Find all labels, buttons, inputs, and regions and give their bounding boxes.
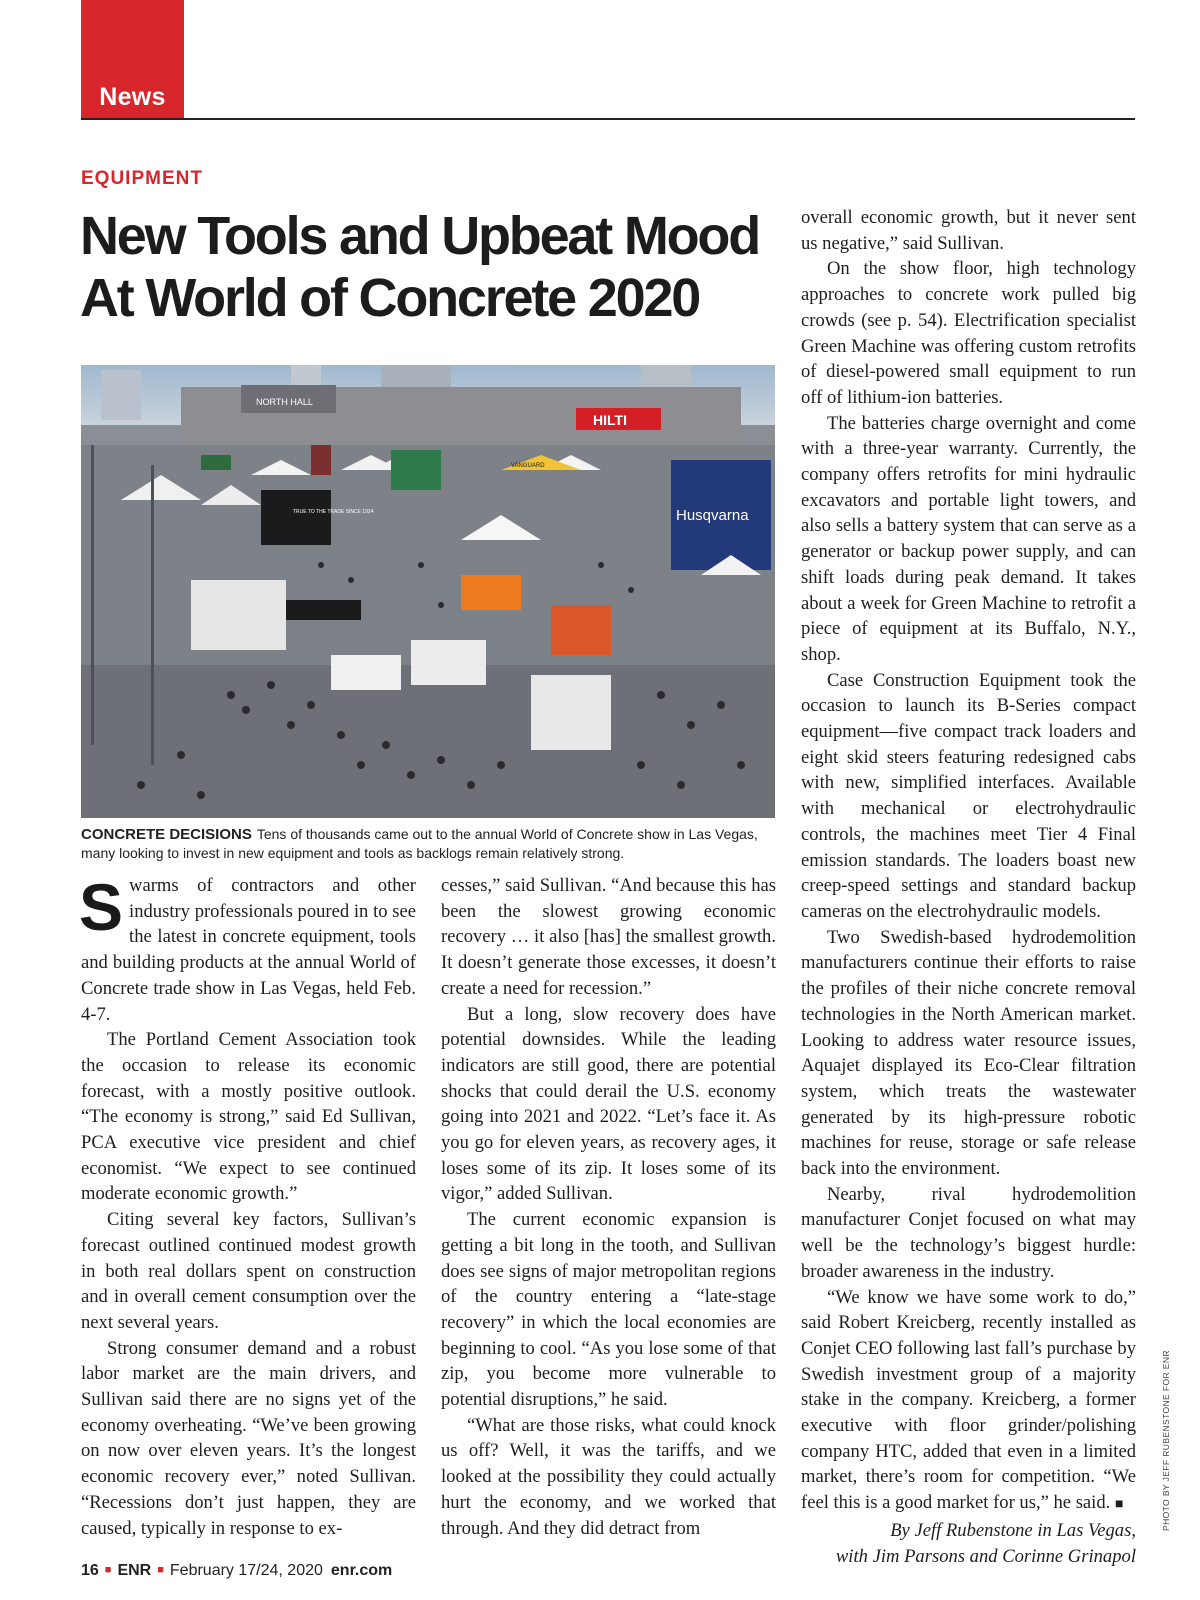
paragraph bbox=[79, 870, 416, 1027]
paragraph: The batteries charge overnight and come with a three-year warranty. Currently, the company offers retrofits for mini hydraulic excavators and portable light towers, and also sells a battery system that can serve as a generator or backup power supply, and can shift loads during peak demand. It takes about a week for Green Machine to retrofit a piece of equipment at its Buffalo, N.Y., shop. bbox=[801, 412, 1136, 665]
byline-line-2: with Jim Parsons and Corinne Grinapol bbox=[835, 1545, 1136, 1567]
body-column-1 bbox=[79, 870, 416, 1541]
paragraph: Nearby, rival hydrodemolition manufacturer Conjet focused on what may well be the technology’s biggest hurdle: broader awareness in the industry. bbox=[801, 1183, 1136, 1282]
paragraph: Two Swedish-based hydrodemolition manufacturers continue their efforts to raise the profiles of their niche concrete removal technologies in the North American market. Looking to address water resource issues, Aquajet displayed its Eco-Clear filtration system, which treats the wastewater generated by its high-pressure robotic machines for reuse, storage or safe release back into the environment. bbox=[801, 926, 1136, 1180]
headline-line-2: At World of Concrete 2020 bbox=[80, 268, 700, 328]
paragraph: On the show floor, high technology approaches to concrete work pulled big crowds (see p. 54). Electrification specialist Green Machine was offering custom retrofits of diesel-powered small equipment to run off of lithium-ion batteries. bbox=[801, 258, 1136, 408]
photo-credit-text: PHOTO BY JEFF RUBENSTONE FOR ENR bbox=[1161, 1350, 1171, 1531]
hall-sign: NORTH HALL bbox=[256, 397, 313, 407]
paragraph: The Portland Cement Association took the occasion to release its economic forecast, with a mostly positive outlook. “The economy is strong,” said Ed Sullivan, PCA executive vice president and chief economist. “We expect to see continued moderate economic growth.” bbox=[81, 1029, 416, 1205]
page-footer bbox=[81, 1562, 392, 1580]
footer-separator: ■ bbox=[157, 1564, 164, 1576]
paragraph: Case Construction Equipment took the occasion to launch its B-Series compact equipment—five compact track loaders and eight skid steers featuring redesigned cabs with new, simplified interfaces. Available with mechanical or electrohydraulic controls, the machines meet Tier 4 Final emission standards. The loaders boast new creep-speed settings and standard backup cameras on the electrohydraulic models. bbox=[801, 669, 1136, 922]
paragraph-text: “We know we have some work to do,” said Robert Kreicberg, recently installed as Conjet CEO following last fall’s purchase by Swedish investment group of a majority stake in the company. Kreicberg, a former executive with floor grinder/polishing company HTC, added that even in a limited market, there’s room for competition. “We feel this is a good market for us,” he said. bbox=[801, 1286, 1136, 1514]
paragraph: Citing several key factors, Sullivan’s forecast outlined continued modest growth in both real dollars spent on construction and in overall cement consumption over the next several years. bbox=[81, 1209, 416, 1333]
body-column-2 bbox=[441, 873, 776, 1541]
paragraph: Strong consumer demand and a robust labor market are the main drivers, and Sullivan said there are no signs yet of the economy overheating. “We’ve been growing on now over eleven years. It’s the longest economic recovery ever,” noted Sullivan. “Recessions don’t just happen, they are caused, typically in response to ex- bbox=[81, 1337, 416, 1539]
byline-line-1: By Jeff Rubenstone in Las Vegas, bbox=[890, 1519, 1136, 1541]
paragraph: overall economic growth, but it never sent us negative,” said Sullivan. bbox=[801, 207, 1136, 254]
booth-sign-trade: TRUE TO THE TRADE SINCE 1924 bbox=[293, 509, 374, 515]
hilti-sign: HILTI bbox=[593, 412, 627, 428]
byline bbox=[801, 1518, 1136, 1569]
end-mark: ■ bbox=[1114, 1497, 1124, 1513]
news-tag bbox=[81, 0, 184, 118]
headline bbox=[80, 205, 780, 329]
paragraph: The current economic expansion is getting a bit long in the tooth, and Sullivan does see signs of major metropolitan regions of the country entering a “late-stage recovery” in which the local economies are beginning to cool. “As you lose some of that zip, you become more vulnerable to potential disruptions,” he said. bbox=[441, 1209, 776, 1411]
paragraph: cesses,” said Sullivan. “And because this has been the slowest growing economic recovery … it also [has] the smallest growth. It doesn’t generate those excesses, it doesn’t create a need for recession.” bbox=[441, 875, 776, 999]
caption-text: Tens of thousands came out to the annual World of Concrete show in Las Vegas, many looking to invest in new equipment and tools as backlogs remain relatively strong. bbox=[81, 826, 758, 861]
paragraph bbox=[801, 1285, 1136, 1518]
caption-label: CONCRETE DECISIONS bbox=[81, 826, 252, 843]
news-tag-label: News bbox=[99, 83, 166, 111]
photo-credit bbox=[1160, 1350, 1172, 1532]
header-rule bbox=[81, 118, 1135, 120]
husqvarna-sign: Husqvarna bbox=[676, 507, 749, 524]
trade-show-photo bbox=[81, 365, 775, 818]
footer-website: enr.com bbox=[330, 1562, 393, 1579]
issue-date: February 17/24, 2020 bbox=[169, 1562, 323, 1579]
headline-line-1: New Tools and Upbeat Mood bbox=[80, 206, 759, 266]
drop-cap: S bbox=[79, 870, 124, 944]
footer-brand: ENR bbox=[117, 1562, 152, 1579]
footer-separator: ■ bbox=[104, 1564, 112, 1576]
paragraph-text: warms of contractors and other industry professionals poured in to see the latest in concrete equipment, tools and building products at the annual World of Concrete trade show in Las Vegas, held Feb. 4-7. bbox=[81, 875, 416, 1025]
vanguard-sign: VANGUARD bbox=[511, 463, 545, 469]
paragraph: But a long, slow recovery does have potential downsides. While the leading indicators are still good, there are potential shocks that could derail the U.S. economy going into 2021 and 2022. “Let’s face it. As you go for eleven years, as recovery ages, it loses some of its zip. It loses some of its vigor,” added Sullivan. bbox=[441, 1003, 776, 1205]
section-label: EQUIPMENT bbox=[81, 168, 203, 189]
lead-photo bbox=[81, 365, 775, 818]
page-number: 16 bbox=[81, 1562, 99, 1579]
paragraph: “What are those risks, what could knock us off? Well, it was the tariffs, and we looked at the possibility they could actually hurt the economy, and we worked that through. And they did detract from bbox=[441, 1414, 776, 1539]
body-column-3 bbox=[801, 205, 1136, 1569]
photo-caption bbox=[81, 825, 775, 862]
